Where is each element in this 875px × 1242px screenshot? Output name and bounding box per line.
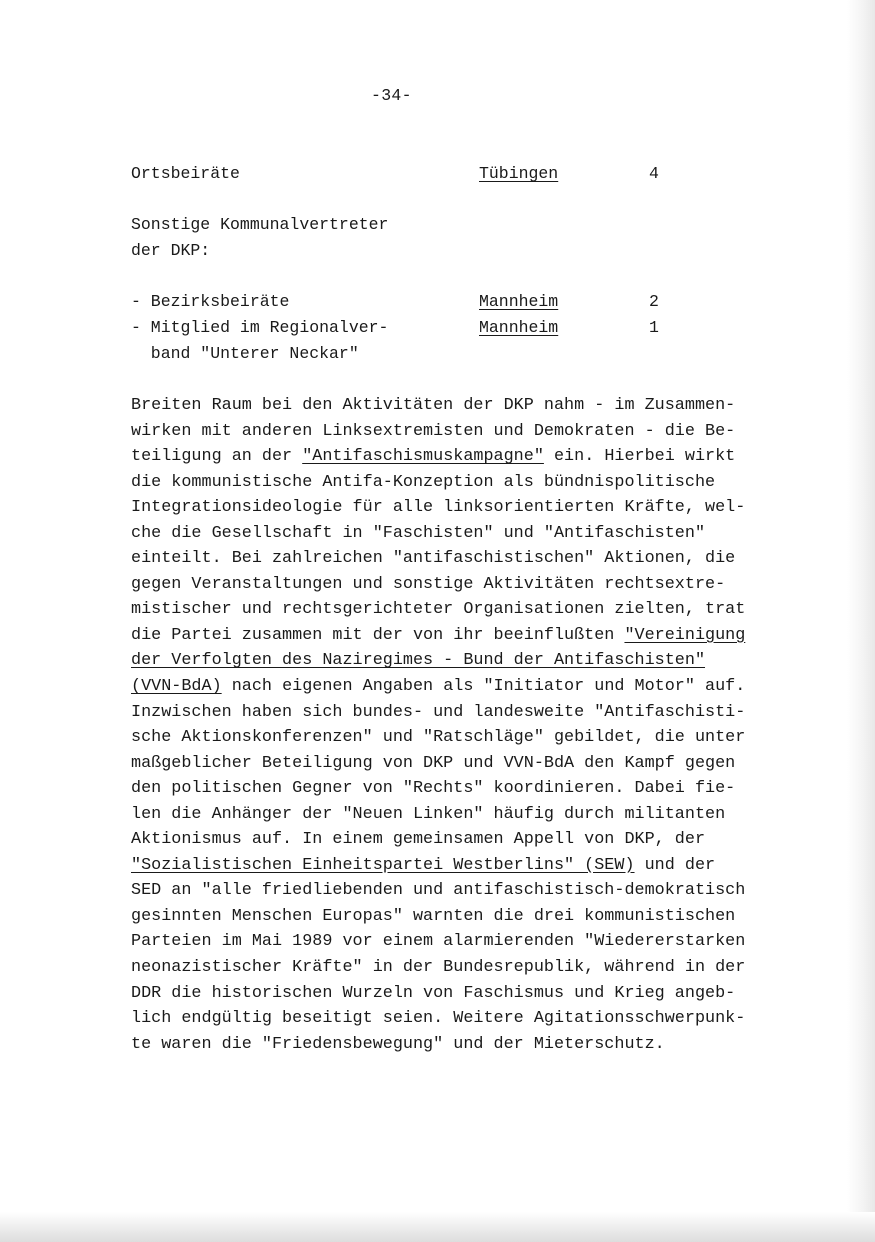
regionalverband-label-line2: band "Unterer Neckar" [131, 344, 359, 363]
body-line: Inzwischen haben sich bundes- und landesweite "Antifaschisti- [131, 702, 746, 722]
body-line: maßgeblicher Beteiligung von DKP und VVN-BdA den Kampf gegen [131, 753, 736, 773]
sew-ref: "Sozialistischen Einheitspartei Westberlins" (SEW) [131, 855, 635, 875]
body-line: Breiten Raum bei den Aktivitäten der DKP nahm - im Zusammen- [131, 396, 736, 415]
body-line: die kommunistische Antifa-Konzeption als bündnispolitische [131, 472, 716, 492]
regionalverband-label-line1: - Mitglied im Regionalver- [131, 318, 389, 337]
sonstige-heading-line2: der DKP: [131, 241, 211, 260]
antifaschismuskampagne-ref: "Antifaschismuskampagne" [302, 447, 544, 467]
body-line: mistischer und rechtsgerichteter Organisationen zielten, trat [131, 600, 746, 620]
body-line: len die Anhänger der "Neuen Linken" häufig durch militanten [131, 804, 726, 824]
body-line: SED an "alle friedliebenden und antifaschistisch-demokratisch [131, 881, 746, 901]
vvn-ref-part1: "Vereinigung [624, 625, 746, 645]
body-line: den politischen Gegner von "Rechts" koordinieren. Dabei fie- [131, 779, 736, 799]
bezirksbeiraete-label: - Bezirksbeiräte [131, 292, 290, 311]
body-line: die Partei zusammen mit der von ihr beeinflußten "Vereinigung [131, 625, 746, 645]
vvn-ref-part2: der Verfolgten des Naziregimes - Bund der Antifaschisten" [131, 651, 706, 671]
ortsbeiraete-place: Tübingen [479, 164, 559, 183]
regionalverband-count: 1 [649, 318, 659, 337]
body-line: Integrationsideologie für alle linksorientierten Kräfte, wel- [131, 498, 746, 518]
regionalverband-place: Mannheim [479, 318, 559, 337]
vvn-bda-ref: (VVN-BdA) [131, 677, 222, 697]
body-line: Parteien im Mai 1989 vor einem alarmierenden "Wiedererstarken [131, 932, 746, 952]
ortsbeiraete-count: 4 [649, 164, 659, 183]
body-line: che die Gesellschaft in "Faschisten" und "Antifaschisten" [131, 523, 706, 543]
body-line: einteilt. Bei zahlreichen "antifaschistischen" Aktionen, die [131, 549, 736, 569]
page-number: -34- [371, 86, 412, 105]
body-line: gegen Veranstaltungen und sonstige Aktivitäten rechtsextre- [131, 574, 726, 594]
page-edge-shadow-bottom [0, 1212, 875, 1242]
body-line: "Sozialistischen Einheitspartei Westberlins" (SEW) und der [131, 855, 716, 875]
body-line [131, 648, 791, 674]
bezirksbeiraete-count: 2 [649, 292, 659, 311]
body-line: Aktionismus auf. In einem gemeinsamen Appell von DKP, der [131, 830, 706, 850]
body-line: wirken mit anderen Linksextremisten und Demokraten - die Be- [131, 421, 736, 441]
body-paragraph [131, 393, 791, 1057]
body-line: lich endgültig beseitigt seien. Weitere Agitationsschwerpunk- [131, 1009, 746, 1029]
page-edge-shadow-right [847, 0, 875, 1242]
ortsbeiraete-label: Ortsbeiräte [131, 164, 240, 183]
body-line: neonazistischer Kräfte" in der Bundesrepublik, während in der [131, 958, 746, 978]
body-line: sche Aktionskonferenzen" und "Ratschläge" gebildet, die unter [131, 728, 746, 748]
body-line: gesinnten Menschen Europas" warnten die drei kommunistischen [131, 906, 736, 926]
sonstige-heading-line1: Sonstige Kommunalvertreter [131, 215, 389, 234]
body-line: te waren die "Friedensbewegung" und der Mieterschutz. [131, 1034, 665, 1054]
body-line: (VVN-BdA) nach eigenen Angaben als "Initiator und Motor" auf. [131, 677, 746, 697]
body-line: DDR die historischen Wurzeln von Faschismus und Krieg angeb- [131, 983, 736, 1003]
body-line: teiligung an der "Antifaschismuskampagne" ein. Hierbei wirkt [131, 447, 736, 467]
bezirksbeiraete-place: Mannheim [479, 292, 559, 311]
